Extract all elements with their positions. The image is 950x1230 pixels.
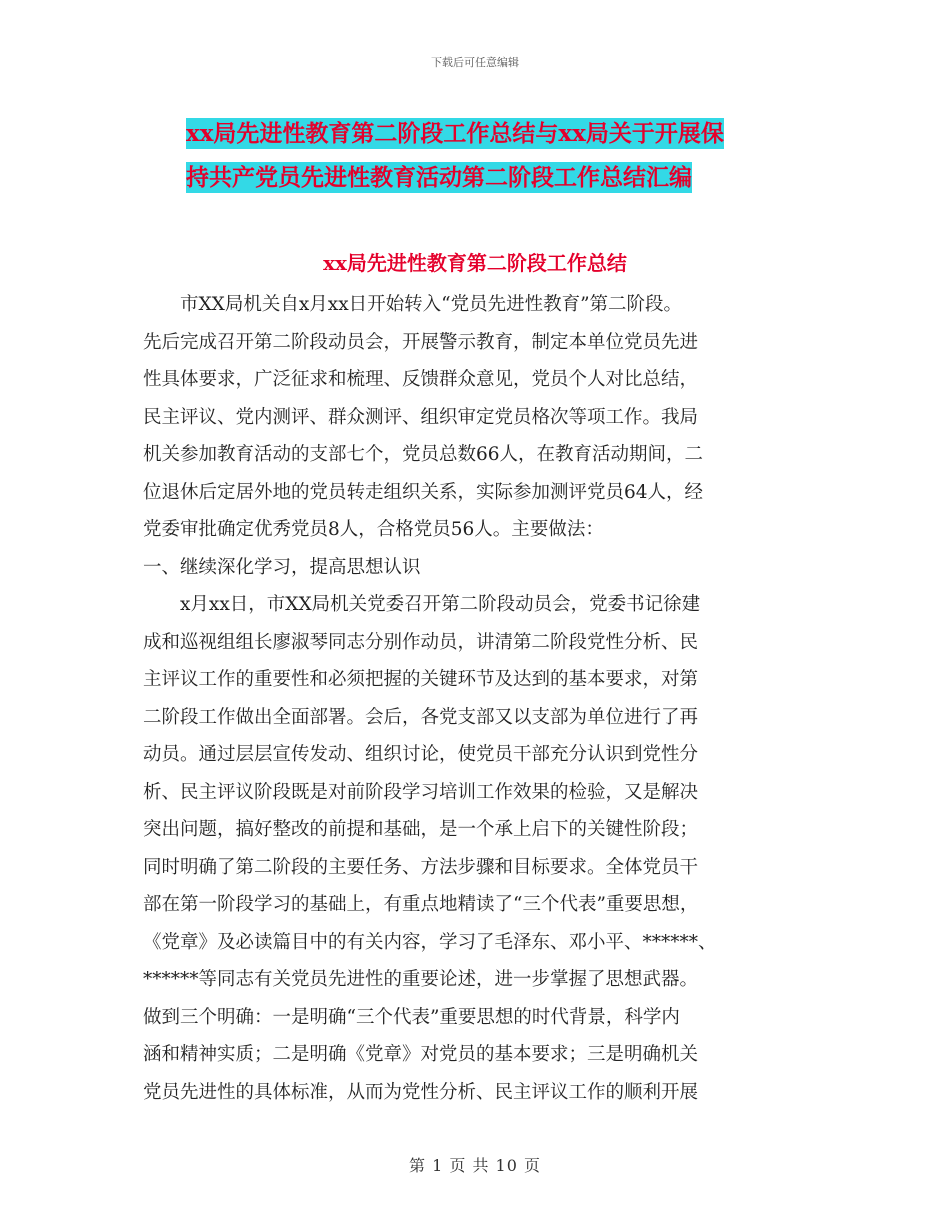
- body-line: 成和巡视组组长廖淑琴同志分别作动员，讲清第二阶段党性分析、民: [143, 631, 699, 653]
- page-header: 下载后可任意编辑: [431, 56, 519, 69]
- body-line: 市XX局机关自x月xx日开始转入“党员先进性教育”第二阶段。: [180, 294, 683, 315]
- body-line: 部在第一阶段学习的基础上，有重点地精读了“三个代表”重要思想，: [143, 894, 699, 915]
- page-footer: 第 1 页 共 10 页: [409, 1156, 541, 1175]
- title-line-2: 持共产党员先进性教育活动第二阶段工作总结汇编: [186, 164, 692, 191]
- body-line: 党委审批确定优秀党员8人，合格党员56人。主要做法：: [143, 519, 604, 540]
- body-line: 先后完成召开第二阶段动员会，开展警示教育，制定本单位党员先进: [143, 331, 699, 353]
- body-line: 机关参加教育活动的支部七个，党员总数66人，在教育活动期间，二: [143, 444, 704, 465]
- body-line: 析、民主评议阶段既是对前阶段学习培训工作效果的检验，又是解决: [143, 781, 699, 803]
- body-line: 同时明确了第二阶段的主要任务、方法步骤和目标要求。全体党员干: [143, 856, 699, 878]
- body-text: [143, 286, 809, 1111]
- subheading: 一、继续深化学习，提高思想认识: [143, 556, 421, 578]
- section-title: xx局先进性教育第二阶段工作总结: [323, 251, 627, 275]
- body-line: 突出问题，搞好整改的前提和基础，是一个承上启下的关键性阶段；: [143, 819, 699, 840]
- document-title: [186, 112, 826, 200]
- body-line: 做到三个明确：一是明确“三个代表”重要思想的时代背景，科学内: [143, 1006, 680, 1028]
- body-line: 动员。通过层层宣传发动、组织讨论，使党员干部充分认识到党性分: [143, 744, 699, 765]
- body-line: 《党章》及必读篇目中的有关内容，学习了毛泽东、邓小平、******、: [143, 931, 717, 953]
- title-line-1: xx局先进性教育第二阶段工作总结与xx局关于开展保: [186, 120, 724, 147]
- body-line: ******等同志有关党员先进性的重要论述，进一步掌握了思想武器。: [143, 969, 699, 990]
- body-line: 涵和精神实质；二是明确《党章》对党员的基本要求；三是明确机关: [143, 1044, 699, 1065]
- body-line: 主评议工作的重要性和必须把握的关键环节及达到的基本要求，对第: [143, 669, 699, 690]
- body-line: 位退休后定居外地的党员转走组织关系，实际参加测评党员64人，经: [143, 481, 704, 503]
- body-line: 性具体要求，广泛征求和梳理、反馈群众意见，党员个人对比总结，: [143, 369, 699, 390]
- body-line: 党员先进性的具体标准，从而为党性分析、民主评议工作的顺利开展: [143, 1081, 699, 1103]
- body-line: 二阶段工作做出全面部署。会后，各党支部又以支部为单位进行了再: [143, 706, 699, 728]
- body-line: x月xx日，市XX局机关党委召开第二阶段动员会，党委书记徐建: [180, 594, 701, 615]
- body-line: 民主评议、党内测评、群众测评、组织审定党员格次等项工作。我局: [143, 406, 699, 428]
